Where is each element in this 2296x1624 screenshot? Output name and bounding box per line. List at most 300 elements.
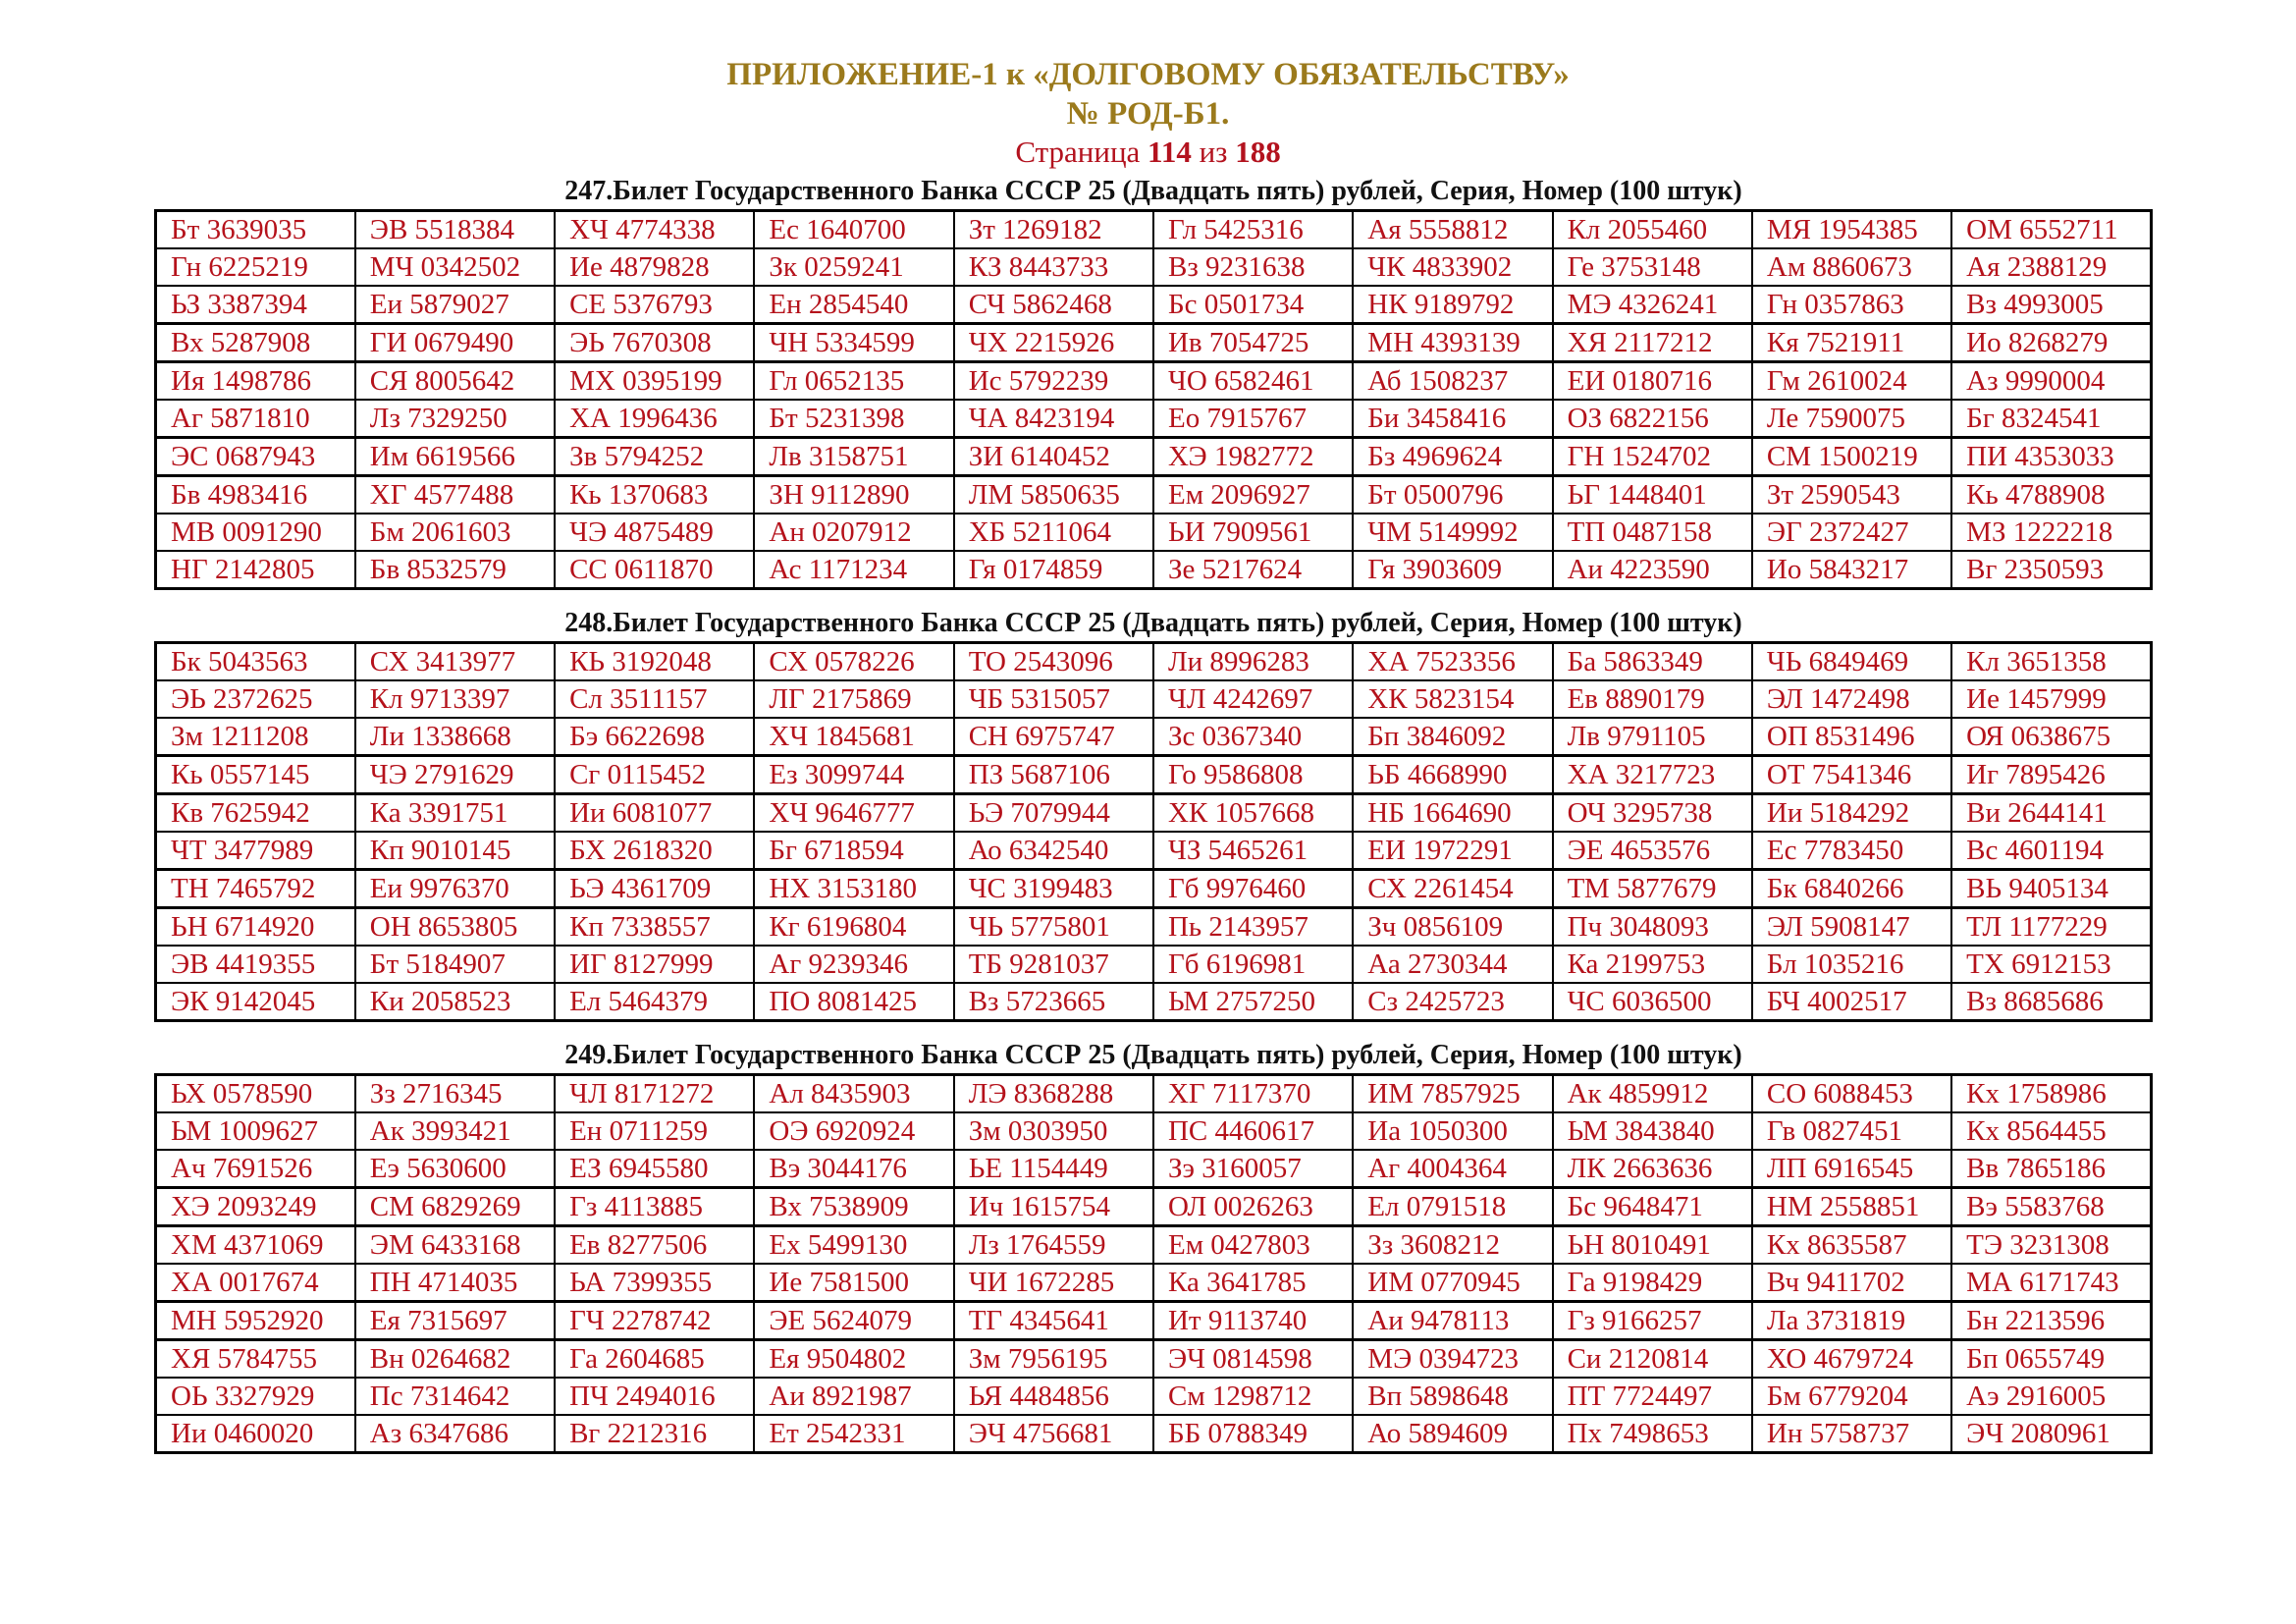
serial-cell: Ка 3391751 bbox=[355, 794, 555, 833]
serial-cell: Ем 0427803 bbox=[1153, 1226, 1353, 1265]
serial-cell: Зм 7956195 bbox=[954, 1340, 1153, 1379]
table-row bbox=[156, 1378, 2152, 1415]
serial-cell: Ие 4879828 bbox=[555, 248, 754, 286]
serial-cell: Ак 3993421 bbox=[355, 1112, 555, 1150]
serial-cell: БХ 2618320 bbox=[555, 832, 754, 870]
serial-cell: Кп 9010145 bbox=[355, 832, 555, 870]
serial-table-248 bbox=[154, 641, 2153, 1022]
serial-cell: ЧЛ 4242697 bbox=[1153, 680, 1353, 718]
serial-cell: ОЭ 6920924 bbox=[754, 1112, 953, 1150]
serial-cell: ТН 7465792 bbox=[156, 870, 355, 908]
serial-cell: ОП 8531496 bbox=[1752, 718, 1951, 756]
serial-cell: Бт 3639035 bbox=[156, 211, 355, 249]
serial-cell: ББ 0788349 bbox=[1153, 1415, 1353, 1453]
section-title-248: 248.Билет Государственного Банка СССР 25 (Двадцать пять) рублей, Серия, Номер (100 штук) bbox=[564, 608, 1742, 638]
serial-cell: ЧС 3199483 bbox=[954, 870, 1153, 908]
serial-cell: Ли 1338668 bbox=[355, 718, 555, 756]
serial-cell: Лз 1764559 bbox=[954, 1226, 1153, 1265]
serial-cell: ЭЕ 5624079 bbox=[754, 1302, 953, 1340]
serial-cell: Вз 5723665 bbox=[954, 983, 1153, 1021]
serial-cell: Вс 4601194 bbox=[1951, 832, 2151, 870]
serial-cell: ОТ 7541346 bbox=[1752, 756, 1951, 794]
serial-cell: Бп 0655749 bbox=[1951, 1340, 2151, 1379]
serial-cell: ХА 7523356 bbox=[1353, 643, 1552, 681]
serial-cell: Аэ 2916005 bbox=[1951, 1378, 2151, 1415]
serial-cell: Гн 6225219 bbox=[156, 248, 355, 286]
serial-cell: Вп 5898648 bbox=[1353, 1378, 1552, 1415]
serial-cell: Бт 0500796 bbox=[1353, 476, 1552, 514]
serial-cell: ХК 5823154 bbox=[1353, 680, 1552, 718]
serial-cell: Вв 7865186 bbox=[1951, 1150, 2151, 1188]
serial-cell: Вэ 3044176 bbox=[754, 1150, 953, 1188]
serial-cell: ЬХ 0578590 bbox=[156, 1075, 355, 1113]
serial-cell: НХ 3153180 bbox=[754, 870, 953, 908]
serial-cell: Бт 5231398 bbox=[754, 400, 953, 438]
serial-cell: ЗН 9112890 bbox=[754, 476, 953, 514]
serial-cell: БЧ 4002517 bbox=[1752, 983, 1951, 1021]
serial-cell: Кл 9713397 bbox=[355, 680, 555, 718]
table-row bbox=[156, 756, 2152, 794]
serial-cell: Ит 9113740 bbox=[1153, 1302, 1353, 1340]
serial-cell: МЭ 0394723 bbox=[1353, 1340, 1552, 1379]
serial-cell: ТЛ 1177229 bbox=[1951, 908, 2151, 947]
serial-cell: Ки 2058523 bbox=[355, 983, 555, 1021]
serial-cell: Пх 7498653 bbox=[1553, 1415, 1752, 1453]
serial-cell: СХ 3413977 bbox=[355, 643, 555, 681]
serial-cell: ЭЛ 1472498 bbox=[1752, 680, 1951, 718]
serial-cell: ХА 1996436 bbox=[555, 400, 754, 438]
serial-cell: Ам 8860673 bbox=[1752, 248, 1951, 286]
serial-cell: Пь 2143957 bbox=[1153, 908, 1353, 947]
serial-cell: ЧС 6036500 bbox=[1553, 983, 1752, 1021]
serial-cell: Ие 1457999 bbox=[1951, 680, 2151, 718]
serial-cell: Вх 5287908 bbox=[156, 324, 355, 362]
serial-cell: ЬЭ 4361709 bbox=[555, 870, 754, 908]
serial-cell: СО 6088453 bbox=[1752, 1075, 1951, 1113]
serial-cell: КЗ 8443733 bbox=[954, 248, 1153, 286]
serial-cell: Ла 3731819 bbox=[1752, 1302, 1951, 1340]
table-row bbox=[156, 680, 2152, 718]
serial-cell: Бл 1035216 bbox=[1752, 946, 1951, 983]
serial-cell: ЕИ 0180716 bbox=[1553, 362, 1752, 401]
serial-cell: Га 2604685 bbox=[555, 1340, 754, 1379]
serial-cell: Бм 2061603 bbox=[355, 514, 555, 551]
serial-cell: Зм 0303950 bbox=[954, 1112, 1153, 1150]
serial-cell: ХГ 4577488 bbox=[355, 476, 555, 514]
serial-cell: ХГ 7117370 bbox=[1153, 1075, 1353, 1113]
serial-cell: Ио 5843217 bbox=[1752, 551, 1951, 589]
serial-cell: Ан 0207912 bbox=[754, 514, 953, 551]
serial-cell: Вг 2350593 bbox=[1951, 551, 2151, 589]
serial-cell: Кх 8635587 bbox=[1752, 1226, 1951, 1265]
serial-cell: Пч 3048093 bbox=[1553, 908, 1752, 947]
serial-cell: СС 0611870 bbox=[555, 551, 754, 589]
serial-cell: МЧ 0342502 bbox=[355, 248, 555, 286]
serial-cell: Сг 0115452 bbox=[555, 756, 754, 794]
serial-cell: ТБ 9281037 bbox=[954, 946, 1153, 983]
serial-cell: Зт 1269182 bbox=[954, 211, 1153, 249]
serial-cell: МХ 0395199 bbox=[555, 362, 754, 401]
table-row bbox=[156, 400, 2152, 438]
serial-cell: ОМ 6552711 bbox=[1951, 211, 2151, 249]
serial-table-247 bbox=[154, 209, 2153, 590]
serial-cell: Гб 9976460 bbox=[1153, 870, 1353, 908]
serial-cell: Ли 8996283 bbox=[1153, 643, 1353, 681]
serial-cell: Ви 2644141 bbox=[1951, 794, 2151, 833]
serial-cell: Зт 2590543 bbox=[1752, 476, 1951, 514]
serial-cell: Ас 1171234 bbox=[754, 551, 953, 589]
serial-cell: ЧЬ 5775801 bbox=[954, 908, 1153, 947]
page-of: из bbox=[1199, 135, 1228, 169]
serial-cell: Ак 4859912 bbox=[1553, 1075, 1752, 1113]
serial-cell: Аз 9990004 bbox=[1951, 362, 2151, 401]
section-title-247: 247.Билет Государственного Банка СССР 25 (Двадцать пять) рублей, Серия, Номер (100 штук) bbox=[564, 176, 1742, 206]
serial-cell: Ел 0791518 bbox=[1353, 1188, 1552, 1226]
serial-cell: Аз 6347686 bbox=[355, 1415, 555, 1453]
serial-cell: НБ 1664690 bbox=[1353, 794, 1552, 833]
serial-cell: Гб 6196981 bbox=[1153, 946, 1353, 983]
table-row bbox=[156, 1302, 2152, 1340]
serial-cell: Еи 9976370 bbox=[355, 870, 555, 908]
serial-cell: Вз 4993005 bbox=[1951, 286, 2151, 324]
serial-cell: Ев 8277506 bbox=[555, 1226, 754, 1265]
serial-cell: Ии 0460020 bbox=[156, 1415, 355, 1453]
serial-cell: Бн 2213596 bbox=[1951, 1302, 2151, 1340]
serial-cell: ХЧ 4774338 bbox=[555, 211, 754, 249]
serial-cell: Го 9586808 bbox=[1153, 756, 1353, 794]
serial-cell: Гв 0827451 bbox=[1752, 1112, 1951, 1150]
serial-cell: СХ 2261454 bbox=[1353, 870, 1552, 908]
table-row bbox=[156, 794, 2152, 833]
serial-cell: Ет 2542331 bbox=[754, 1415, 953, 1453]
serial-cell: ХА 0017674 bbox=[156, 1264, 355, 1302]
serial-cell: Ле 7590075 bbox=[1752, 400, 1951, 438]
serial-cell: См 1298712 bbox=[1153, 1378, 1353, 1415]
serial-cell: Зв 5794252 bbox=[555, 438, 754, 476]
serial-cell: ЬМ 2757250 bbox=[1153, 983, 1353, 1021]
serial-cell: Ал 8435903 bbox=[754, 1075, 953, 1113]
serial-cell: СЕ 5376793 bbox=[555, 286, 754, 324]
serial-cell: Ая 2388129 bbox=[1951, 248, 2151, 286]
serial-cell: МВ 0091290 bbox=[156, 514, 355, 551]
serial-cell: Ао 6342540 bbox=[954, 832, 1153, 870]
serial-cell: ЛМ 5850635 bbox=[954, 476, 1153, 514]
serial-cell: Га 9198429 bbox=[1553, 1264, 1752, 1302]
serial-cell: Лв 9791105 bbox=[1553, 718, 1752, 756]
serial-cell: Ге 3753148 bbox=[1553, 248, 1752, 286]
document-title: ПРИЛОЖЕНИЕ-1 к «ДОЛГОВОМУ ОБЯЗАТЕЛЬСТВУ» bbox=[726, 57, 1570, 92]
serial-cell: Ич 1615754 bbox=[954, 1188, 1153, 1226]
page-indicator bbox=[0, 135, 2296, 170]
serial-cell: Ии 6081077 bbox=[555, 794, 754, 833]
serial-cell: ЛЭ 8368288 bbox=[954, 1075, 1153, 1113]
serial-cell: Кп 7338557 bbox=[555, 908, 754, 947]
serial-cell: ТХ 6912153 bbox=[1951, 946, 2151, 983]
serial-cell: ЧИ 1672285 bbox=[954, 1264, 1153, 1302]
serial-cell: Аи 9478113 bbox=[1353, 1302, 1552, 1340]
serial-cell: Кх 1758986 bbox=[1951, 1075, 2151, 1113]
serial-cell: Кх 8564455 bbox=[1951, 1112, 2151, 1150]
serial-cell: ЭК 9142045 bbox=[156, 983, 355, 1021]
serial-cell: Аг 4004364 bbox=[1353, 1150, 1552, 1188]
table-row bbox=[156, 983, 2152, 1021]
serial-cell: ЭЕ 4653576 bbox=[1553, 832, 1752, 870]
serial-cell: Ел 5464379 bbox=[555, 983, 754, 1021]
table-row bbox=[156, 551, 2152, 589]
table-row bbox=[156, 211, 2152, 249]
serial-table-249 bbox=[154, 1073, 2153, 1454]
serial-cell: Ис 5792239 bbox=[954, 362, 1153, 401]
serial-cell: Аг 9239346 bbox=[754, 946, 953, 983]
serial-cell: ЭМ 6433168 bbox=[355, 1226, 555, 1265]
serial-cell: ПО 8081425 bbox=[754, 983, 953, 1021]
serial-cell: Вг 2212316 bbox=[555, 1415, 754, 1453]
serial-cell: ЬМ 1009627 bbox=[156, 1112, 355, 1150]
serial-cell: Ен 2854540 bbox=[754, 286, 953, 324]
serial-cell: Еэ 5630600 bbox=[355, 1150, 555, 1188]
serial-cell: ЧБ 5315057 bbox=[954, 680, 1153, 718]
serial-cell: Бэ 6622698 bbox=[555, 718, 754, 756]
serial-cell: ОН 8653805 bbox=[355, 908, 555, 947]
serial-cell: ХА 3217723 bbox=[1553, 756, 1752, 794]
serial-cell: ХО 4679724 bbox=[1752, 1340, 1951, 1379]
serial-cell: ЭЬ 2372625 bbox=[156, 680, 355, 718]
page-total: 188 bbox=[1235, 135, 1281, 169]
serial-cell: Гл 5425316 bbox=[1153, 211, 1353, 249]
table-row bbox=[156, 362, 2152, 401]
serial-cell: ЧЛ 8171272 bbox=[555, 1075, 754, 1113]
serial-cell: НК 9189792 bbox=[1353, 286, 1552, 324]
serial-cell: Аа 2730344 bbox=[1353, 946, 1552, 983]
serial-cell: СМ 1500219 bbox=[1752, 438, 1951, 476]
serial-cell: Кл 2055460 bbox=[1553, 211, 1752, 249]
serial-cell: ЧК 4833902 bbox=[1353, 248, 1552, 286]
serial-cell: ГЧ 2278742 bbox=[555, 1302, 754, 1340]
serial-cell: Ия 1498786 bbox=[156, 362, 355, 401]
serial-cell: ЧЭ 2791629 bbox=[355, 756, 555, 794]
serial-cell: Вз 9231638 bbox=[1153, 248, 1353, 286]
serial-cell: Гз 4113885 bbox=[555, 1188, 754, 1226]
serial-cell: ЛП 6916545 bbox=[1752, 1150, 1951, 1188]
serial-cell: ИГ 8127999 bbox=[555, 946, 754, 983]
table-row bbox=[156, 514, 2152, 551]
serial-cell: Вч 9411702 bbox=[1752, 1264, 1951, 1302]
serial-cell: Бп 3846092 bbox=[1353, 718, 1552, 756]
table-row bbox=[156, 870, 2152, 908]
serial-cell: Зз 3608212 bbox=[1353, 1226, 1552, 1265]
serial-cell: Кл 3651358 bbox=[1951, 643, 2151, 681]
table-row bbox=[156, 476, 2152, 514]
serial-cell: ЭВ 5518384 bbox=[355, 211, 555, 249]
serial-cell: Вх 7538909 bbox=[754, 1188, 953, 1226]
serial-cell: ЭВ 4419355 bbox=[156, 946, 355, 983]
serial-cell: Ео 7915767 bbox=[1153, 400, 1353, 438]
serial-cell: Ао 5894609 bbox=[1353, 1415, 1552, 1453]
serial-cell: ЕЗ 6945580 bbox=[555, 1150, 754, 1188]
serial-cell: Ив 7054725 bbox=[1153, 324, 1353, 362]
serial-cell: Вн 0264682 bbox=[355, 1340, 555, 1379]
serial-cell: Ем 2096927 bbox=[1153, 476, 1353, 514]
serial-cell: Бк 5043563 bbox=[156, 643, 355, 681]
serial-cell: МЗ 1222218 bbox=[1951, 514, 2151, 551]
serial-cell: Гн 0357863 bbox=[1752, 286, 1951, 324]
serial-cell: ТМ 5877679 bbox=[1553, 870, 1752, 908]
serial-cell: КЬ 3192048 bbox=[555, 643, 754, 681]
serial-cell: Ба 5863349 bbox=[1553, 643, 1752, 681]
serial-cell: Бг 8324541 bbox=[1951, 400, 2151, 438]
serial-cell: ЬН 6714920 bbox=[156, 908, 355, 947]
serial-cell: Еи 5879027 bbox=[355, 286, 555, 324]
table-row bbox=[156, 1340, 2152, 1379]
serial-cell: ХМ 4371069 bbox=[156, 1226, 355, 1265]
serial-cell: Ес 7783450 bbox=[1752, 832, 1951, 870]
serial-cell: ОЗ 6822156 bbox=[1553, 400, 1752, 438]
table-row bbox=[156, 1188, 2152, 1226]
serial-cell: ЭС 0687943 bbox=[156, 438, 355, 476]
serial-cell: Ес 1640700 bbox=[754, 211, 953, 249]
serial-cell: Зс 0367340 bbox=[1153, 718, 1353, 756]
table-row bbox=[156, 718, 2152, 756]
serial-cell: Вэ 5583768 bbox=[1951, 1188, 2151, 1226]
serial-cell: ОЛ 0026263 bbox=[1153, 1188, 1353, 1226]
table-row bbox=[156, 1112, 2152, 1150]
serial-cell: Ио 8268279 bbox=[1951, 324, 2151, 362]
serial-cell: ОЯ 0638675 bbox=[1951, 718, 2151, 756]
serial-cell: СХ 0578226 bbox=[754, 643, 953, 681]
serial-cell: Бв 8532579 bbox=[355, 551, 555, 589]
serial-cell: ОЧ 3295738 bbox=[1553, 794, 1752, 833]
serial-cell: ЬЕ 1154449 bbox=[954, 1150, 1153, 1188]
serial-cell: ЭГ 2372427 bbox=[1752, 514, 1951, 551]
serial-cell: ХЧ 9646777 bbox=[754, 794, 953, 833]
serial-cell: ЧХ 2215926 bbox=[954, 324, 1153, 362]
table-row bbox=[156, 908, 2152, 947]
serial-cell: ХЯ 2117212 bbox=[1553, 324, 1752, 362]
serial-cell: Гм 2610024 bbox=[1752, 362, 1951, 401]
serial-cell: ХЧ 1845681 bbox=[754, 718, 953, 756]
page-prefix: Страница bbox=[1015, 135, 1141, 169]
serial-cell: ХК 1057668 bbox=[1153, 794, 1353, 833]
serial-cell: Сз 2425723 bbox=[1353, 983, 1552, 1021]
serial-cell: Ев 8890179 bbox=[1553, 680, 1752, 718]
serial-cell: Гл 0652135 bbox=[754, 362, 953, 401]
serial-cell: ХЭ 2093249 bbox=[156, 1188, 355, 1226]
serial-cell: ЧЭ 4875489 bbox=[555, 514, 754, 551]
serial-cell: СЯ 8005642 bbox=[355, 362, 555, 401]
serial-cell: Лз 7329250 bbox=[355, 400, 555, 438]
table-row bbox=[156, 832, 2152, 870]
serial-cell: ПИ 4353033 bbox=[1951, 438, 2151, 476]
serial-cell: ЭЛ 5908147 bbox=[1752, 908, 1951, 947]
serial-cell: Аб 1508237 bbox=[1353, 362, 1552, 401]
serial-cell: Ен 0711259 bbox=[555, 1112, 754, 1150]
serial-cell: Кв 7625942 bbox=[156, 794, 355, 833]
serial-cell: ЬБ 4668990 bbox=[1353, 756, 1552, 794]
serial-cell: ЭЧ 2080961 bbox=[1951, 1415, 2151, 1453]
table-row bbox=[156, 286, 2152, 324]
serial-cell: Бт 5184907 bbox=[355, 946, 555, 983]
serial-cell: ПЗ 5687106 bbox=[954, 756, 1153, 794]
serial-cell: ЕИ 1972291 bbox=[1353, 832, 1552, 870]
serial-cell: ЭЧ 0814598 bbox=[1153, 1340, 1353, 1379]
serial-cell: НМ 2558851 bbox=[1752, 1188, 1951, 1226]
serial-cell: Кь 1370683 bbox=[555, 476, 754, 514]
page-current: 114 bbox=[1148, 135, 1192, 169]
serial-cell: ТГ 4345641 bbox=[954, 1302, 1153, 1340]
table-row bbox=[156, 1226, 2152, 1265]
serial-cell: Иа 1050300 bbox=[1353, 1112, 1552, 1150]
serial-cell: Бв 4983416 bbox=[156, 476, 355, 514]
serial-cell: Аи 8921987 bbox=[754, 1378, 953, 1415]
serial-cell: Ея 9504802 bbox=[754, 1340, 953, 1379]
serial-cell: МН 5952920 bbox=[156, 1302, 355, 1340]
serial-cell: ХЭ 1982772 bbox=[1153, 438, 1353, 476]
serial-cell: Зк 0259241 bbox=[754, 248, 953, 286]
serial-cell: Ач 7691526 bbox=[156, 1150, 355, 1188]
serial-cell: ЬА 7399355 bbox=[555, 1264, 754, 1302]
serial-cell: ЬМ 3843840 bbox=[1553, 1112, 1752, 1150]
serial-cell: Аи 4223590 bbox=[1553, 551, 1752, 589]
serial-cell: МЭ 4326241 bbox=[1553, 286, 1752, 324]
serial-cell: Би 3458416 bbox=[1353, 400, 1552, 438]
serial-cell: Ин 5758737 bbox=[1752, 1415, 1951, 1453]
serial-cell: Бс 0501734 bbox=[1153, 286, 1353, 324]
serial-cell: Ка 3641785 bbox=[1153, 1264, 1353, 1302]
serial-cell: Ка 2199753 bbox=[1553, 946, 1752, 983]
serial-cell: Бз 4969624 bbox=[1353, 438, 1552, 476]
serial-cell: Кь 0557145 bbox=[156, 756, 355, 794]
serial-cell: ХЯ 5784755 bbox=[156, 1340, 355, 1379]
table-row bbox=[156, 1075, 2152, 1113]
serial-cell: Гз 9166257 bbox=[1553, 1302, 1752, 1340]
serial-cell: ОЬ 3327929 bbox=[156, 1378, 355, 1415]
serial-cell: ЭЧ 4756681 bbox=[954, 1415, 1153, 1453]
serial-cell: ТО 2543096 bbox=[954, 643, 1153, 681]
serial-cell: ЧТ 3477989 bbox=[156, 832, 355, 870]
serial-cell: Зч 0856109 bbox=[1353, 908, 1552, 947]
serial-cell: ПС 4460617 bbox=[1153, 1112, 1353, 1150]
serial-cell: ЛГ 2175869 bbox=[754, 680, 953, 718]
table-row bbox=[156, 324, 2152, 362]
serial-cell: МН 4393139 bbox=[1353, 324, 1552, 362]
serial-cell: ЬИ 7909561 bbox=[1153, 514, 1353, 551]
table-row bbox=[156, 643, 2152, 681]
serial-cell: ЧЬ 6849469 bbox=[1752, 643, 1951, 681]
serial-cell: ПН 4714035 bbox=[355, 1264, 555, 1302]
serial-cell: Бс 9648471 bbox=[1553, 1188, 1752, 1226]
serial-cell: Вз 8685686 bbox=[1951, 983, 2151, 1021]
serial-cell: Лв 3158751 bbox=[754, 438, 953, 476]
serial-cell: Кь 4788908 bbox=[1951, 476, 2151, 514]
serial-cell: ЧН 5334599 bbox=[754, 324, 953, 362]
serial-cell: ЗИ 6140452 bbox=[954, 438, 1153, 476]
serial-cell: Бг 6718594 bbox=[754, 832, 953, 870]
document-number: № РОД-Б1. bbox=[1066, 96, 1230, 132]
serial-cell: Бк 6840266 bbox=[1752, 870, 1951, 908]
serial-cell: МЯ 1954385 bbox=[1752, 211, 1951, 249]
serial-cell: СМ 6829269 bbox=[355, 1188, 555, 1226]
table-row bbox=[156, 1264, 2152, 1302]
serial-cell: ЭЬ 7670308 bbox=[555, 324, 754, 362]
serial-cell: ХБ 5211064 bbox=[954, 514, 1153, 551]
table-row bbox=[156, 1150, 2152, 1188]
serial-cell: ЬЯ 4484856 bbox=[954, 1378, 1153, 1415]
serial-cell: ЧО 6582461 bbox=[1153, 362, 1353, 401]
serial-cell: ЧА 8423194 bbox=[954, 400, 1153, 438]
serial-cell: ЬЗ 3387394 bbox=[156, 286, 355, 324]
serial-cell: ЬН 8010491 bbox=[1553, 1226, 1752, 1265]
serial-cell: Гя 3903609 bbox=[1353, 551, 1552, 589]
